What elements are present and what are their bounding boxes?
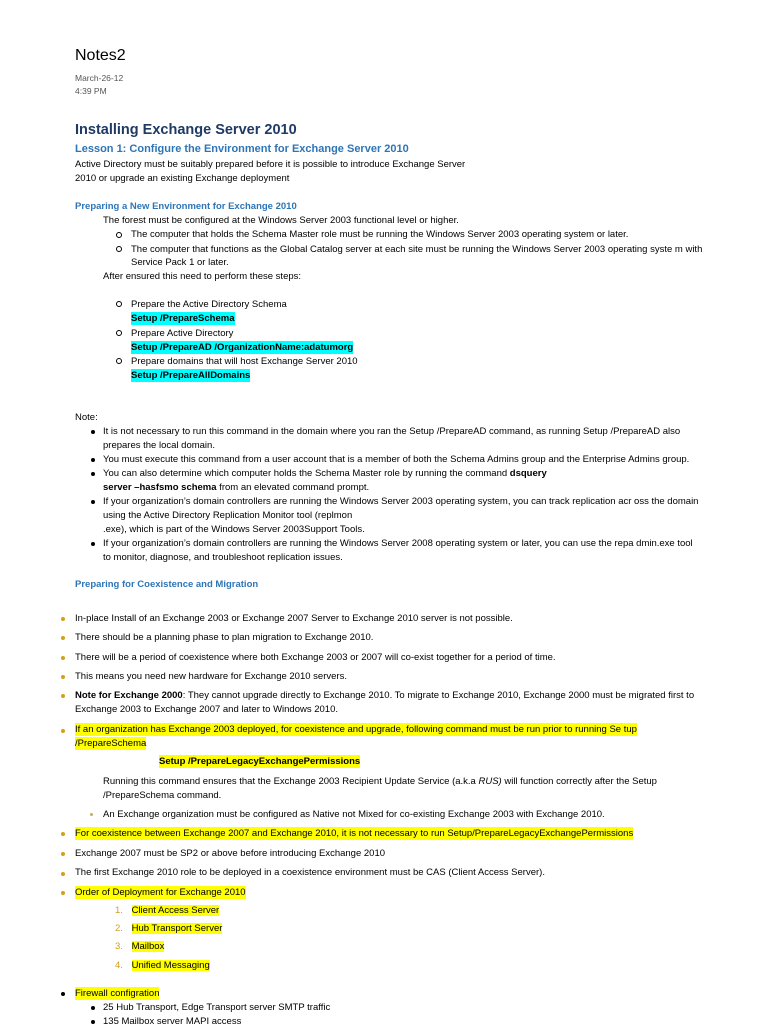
order-number: 2. — [115, 923, 123, 934]
bullet — [91, 1020, 95, 1024]
bullet — [91, 458, 95, 462]
forest-level-text: The forest must be configured at the Windows Server 2003 functional level or higher. — [103, 215, 459, 226]
requirement-1: The computer that holds the Schema Master role must be running the Windows Server 2003 operating system or later. — [131, 229, 629, 240]
coexist-2: There should be a planning phase to plan migration to Exchange 2010. — [75, 632, 374, 643]
note-label: Note: — [75, 412, 98, 423]
note-time: 4:39 PM — [75, 86, 107, 96]
order-item-4 — [115, 959, 210, 972]
step-prepare-ad: Prepare Active Directory — [131, 328, 234, 339]
heading-installing: Installing Exchange Server 2010 — [75, 122, 297, 138]
order-label: Unified Messaging — [131, 960, 210, 971]
page-title: Notes2 — [75, 47, 126, 64]
intro-line-1: Active Directory must be suitably prepared before it is possible to introduce Exchange Server — [75, 159, 466, 170]
circle-bullet — [116, 330, 122, 336]
note-4a: If your organization’s domain controllers are running the Windows Server 2003 operating system, you can track replication acr oss the domain — [103, 496, 699, 507]
requirement-2b: Service Pack 1 or later. — [131, 257, 229, 268]
order-label: Mailbox — [131, 941, 165, 952]
coexist-5-text: : They cannot upgrade directly to Exchange 2010. To migrate to Exchange 2010, Exchange 2000 must be migrated first to — [182, 690, 695, 701]
coexist-3: There will be a period of coexistence where both Exchange 2003 or 2007 will co-exist together for a period of time. — [75, 652, 556, 663]
cmd-prepare-ad: Setup /PrepareAD /OrganizationName:adatumorg — [131, 342, 354, 353]
note-3a — [103, 467, 547, 480]
bullet — [61, 617, 65, 621]
rus-abbrev: RUS) — [478, 776, 502, 787]
note-5a: If your organization’s domain controllers are running the Windows Server 2008 operating system or later, you can use the repa dmin.exe tool — [103, 538, 693, 549]
coexist-6-sub: An Exchange organization must be configured as Native not Mixed for co-existing Exchange 2003 with Exchange 2010. — [103, 809, 605, 820]
order-number: 4. — [115, 960, 123, 971]
bullet — [61, 694, 65, 698]
coexist-5a — [75, 689, 694, 702]
order-item-1 — [115, 904, 219, 917]
rus-text-2: will function correctly after the Setup — [501, 776, 657, 787]
coexist-1: In-place Install of an Exchange 2003 or Exchange 2007 Server to Exchange 2010 server is not possible. — [75, 613, 513, 624]
bullet — [91, 542, 95, 546]
heading-new-environment: Preparing a New Environment for Exchange 2010 — [75, 201, 297, 212]
note-exchange-2000-label: Note for Exchange 2000 — [75, 690, 183, 701]
rus-text-1: Running this command ensures that the Exchange 2003 Recipient Update Service (a.k.a — [103, 776, 479, 787]
bullet — [61, 852, 65, 856]
dsquery-cmd-2: server –hasfsmo schema — [103, 482, 217, 493]
intro-line-2: 2010 or upgrade an existing Exchange deployment — [75, 173, 290, 184]
order-label: Client Access Server — [131, 905, 220, 916]
order-item-3 — [115, 940, 164, 953]
step-prepare-domains: Prepare domains that will host Exchange Server 2010 — [131, 356, 358, 367]
coexist-6c — [103, 775, 657, 788]
circle-bullet — [116, 246, 122, 252]
coexist-6d: /PrepareSchema command. — [103, 790, 222, 801]
heading-coexistence: Preparing for Coexistence and Migration — [75, 579, 259, 590]
note-4b: using the Active Directory Replication Monitor tool (replmon — [103, 510, 353, 521]
order-number: 3. — [115, 941, 123, 952]
bullet — [91, 1006, 95, 1010]
bullet — [91, 472, 95, 476]
note-3-text: You can also determine which computer holds the Schema Master role by running the command — [103, 468, 510, 479]
bullet — [61, 832, 65, 836]
coexist-6a: If an organization has Exchange 2003 deployed, for coexistence and upgrade, following command must be run prior to running Se tup — [75, 724, 637, 735]
bullet — [61, 729, 65, 733]
order-label: Hub Transport Server — [131, 923, 223, 934]
note-3b — [103, 481, 369, 494]
note-5b: to monitor, diagnose, and troubleshoot replication issues. — [103, 552, 343, 563]
circle-bullet — [116, 301, 122, 307]
note-1a: It is not necessary to run this command in the domain where you ran the Setup /PrepareAD command, as running Setup /PrepareAD also — [103, 426, 681, 437]
circle-bullet — [116, 232, 122, 238]
note-3-tail: from an elevated command prompt. — [216, 482, 370, 493]
bullet — [61, 675, 65, 679]
firewall-title: Firewall configration — [75, 988, 160, 999]
cmd-prepare-legacy: Setup /PrepareLegacyExchangePermissions — [159, 756, 361, 767]
bullet — [91, 430, 95, 434]
coexist-9: The first Exchange 2010 role to be deployed in a coexistence environment must be CAS (Client Access Server). — [75, 867, 545, 878]
after-ensured-text: After ensured this need to perform these steps: — [103, 271, 302, 282]
coexist-5b: Exchange 2003 to Exchange 2007 and later to Windows 2010. — [75, 704, 339, 715]
step-prepare-schema: Prepare the Active Directory Schema — [131, 299, 287, 310]
cmd-prepare-domains: Setup /PrepareAllDomains — [131, 370, 251, 381]
circle-bullet — [116, 358, 122, 364]
coexist-8: Exchange 2007 must be SP2 or above before introducing Exchange 2010 — [75, 848, 386, 859]
bullet — [61, 992, 65, 996]
order-number: 1. — [115, 905, 123, 916]
firewall-port-135: 135 Mailbox server MAPI access — [103, 1016, 242, 1027]
bullet — [61, 636, 65, 640]
bullet — [61, 872, 65, 876]
note-date: March-26-12 — [75, 73, 124, 83]
bullet — [91, 500, 95, 504]
note-2: You must execute this command from a user account that is a member of both the Schema Admins group and the Enterprise Admins group. — [103, 454, 690, 465]
dsquery-cmd: dsquery — [509, 468, 547, 479]
firewall-port-25: 25 Hub Transport, Edge Transport server SMTP traffic — [103, 1002, 331, 1013]
note-1b: prepares the local domain. — [103, 440, 215, 451]
bullet — [61, 656, 65, 660]
order-item-2 — [115, 922, 222, 935]
coexist-4: This means you need new hardware for Exchange 2010 servers. — [75, 671, 347, 682]
coexist-7: For coexistence between Exchange 2007 and Exchange 2010, it is not necessary to run Setup/PrepareLegacyExchangePermissions — [75, 828, 634, 839]
requirement-2a: The computer that functions as the Global Catalog server at each site must be running the Windows Server 2003 operating syste m with — [131, 244, 703, 255]
coexist-10: Order of Deployment for Exchange 2010 — [75, 887, 246, 898]
coexist-6b: /PrepareSchema — [75, 738, 147, 749]
heading-lesson: Lesson 1: Configure the Environment for Exchange Server 2010 — [75, 143, 409, 155]
cmd-prepare-schema: Setup /PrepareSchema — [131, 313, 235, 324]
bullet — [61, 891, 65, 895]
bullet — [90, 813, 93, 816]
note-4c: .exe), which is part of the Windows Server 2003Support Tools. — [103, 524, 365, 535]
